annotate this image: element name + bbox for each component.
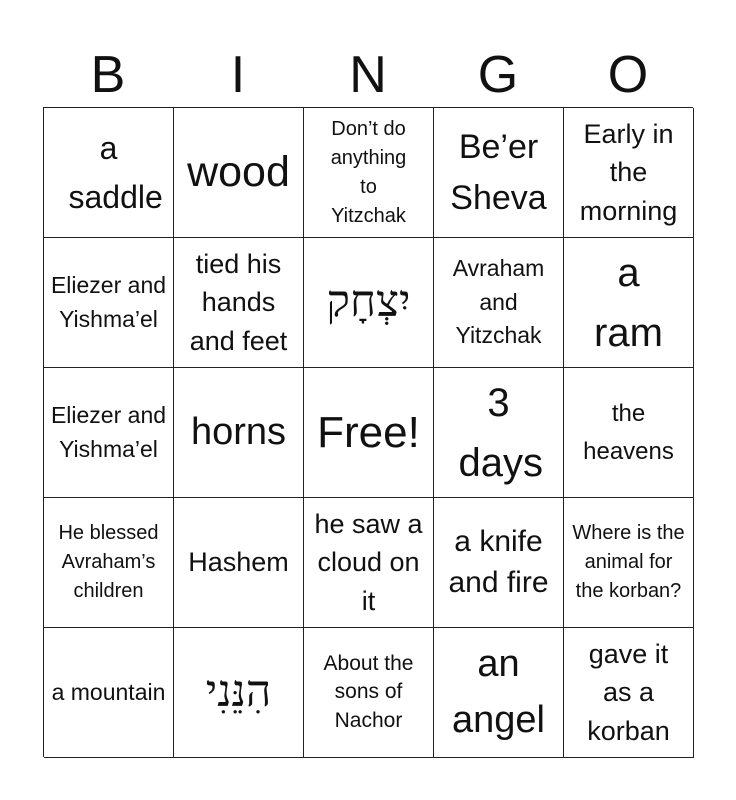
bingo-cell[interactable] [44,108,174,238]
bingo-cell[interactable] [174,238,304,368]
cell-text: 3 days [458,380,543,485]
header-letter-i: I [230,46,246,104]
bingo-cell[interactable] [44,498,174,628]
bingo-cell[interactable] [304,628,434,758]
cell-text: Early in the morning [579,119,678,226]
cell-text: gave it as a korban [587,639,670,746]
bingo-cell[interactable] [44,368,174,498]
bingo-header [43,44,693,106]
cell-text: Avraham and Yitzchak [452,255,545,349]
cell-text: wood [187,147,290,196]
bingo-cell[interactable] [434,498,564,628]
cell-text: הִנֵּנִי [205,666,272,718]
cell-text: a ram [594,250,663,355]
cell-text: Eliezer and Yishma’el [50,272,167,332]
bingo-cell[interactable] [434,238,564,368]
bingo-cell[interactable] [174,108,304,238]
cell-text: Don’t do anything to Yitzchak [330,117,407,227]
header-letter-o: O [607,46,649,104]
header-letter-g: G [477,46,519,104]
bingo-board [43,107,693,757]
cell-text: he saw a cloud on it [314,509,423,616]
bingo-cell[interactable] [434,108,564,238]
bingo-cell[interactable] [564,498,694,628]
cell-text: a mountain [51,678,166,705]
cell-text: Eliezer and Yishma’el [50,402,167,462]
cell-text: About the sons of Nachor [323,651,414,732]
bingo-cell[interactable] [564,108,694,238]
cell-text: Be’er Sheva [450,127,547,217]
cell-text: Where is the animal for the korban? [572,522,685,602]
bingo-cell[interactable] [434,628,564,758]
bingo-cell[interactable] [44,238,174,368]
free-space[interactable] [304,368,434,498]
bingo-cell[interactable] [304,108,434,238]
bingo-cell[interactable] [304,498,434,628]
cell-text: an angel [452,643,545,741]
header-letter-b: B [90,46,126,104]
cell-text: a knife and fire [448,525,549,599]
cell-text: Hashem [188,547,289,578]
header-letter-n: N [349,46,387,104]
bingo-cell[interactable] [564,368,694,498]
cell-text: tied his hands and feet [189,249,288,356]
cell-text: He blessed Avraham’s children [58,522,159,602]
bingo-cell[interactable] [564,238,694,368]
bingo-cell[interactable] [174,628,304,758]
bingo-cell[interactable] [434,368,564,498]
cell-text: יִצְחָק [326,276,411,328]
bingo-cell[interactable] [174,368,304,498]
cell-text: the heavens [583,399,674,465]
free-space-text: Free! [317,407,420,457]
cell-text: horns [190,410,287,453]
bingo-cell[interactable] [304,238,434,368]
bingo-cell[interactable] [564,628,694,758]
bingo-cell[interactable] [174,498,304,628]
bingo-cell[interactable] [44,628,174,758]
cell-text: a saddle [68,129,163,215]
